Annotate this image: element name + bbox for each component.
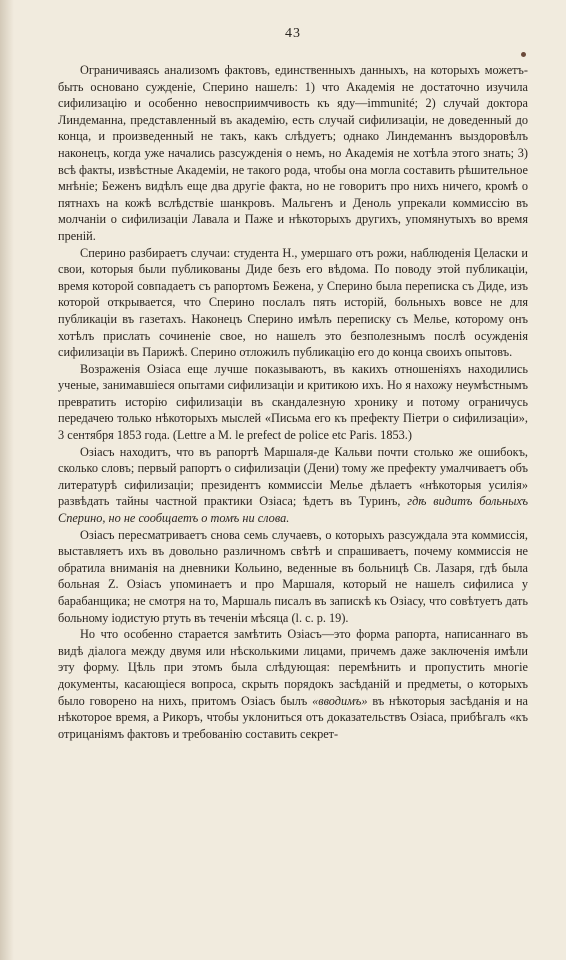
page-number: 43 (285, 26, 301, 41)
paragraph-2 (58, 245, 528, 361)
paragraph-italic-text: гдѣ видитъ больныхъ Сперино, но не сообщаетъ о томъ ни слова. (58, 494, 528, 526)
paragraph-4 (58, 444, 528, 527)
paragraph-text: Но что особенно старается замѣтить Озiасъ—это форма рапорта, написаннаго въ видѣ дiалога между двумя или нѣсколькими лицами, причемъ даже заключенiя имѣли эту форму. Цѣль при этомъ была слѣдующая: перемѣнить и пропустить многiе документы, касающiеся вопроса, скрыть порядокъ засѣданiй и предметы, о которыхъ было говорено на нихъ, притомъ Озiасъ былъ (58, 627, 528, 708)
paragraph-5 (58, 527, 528, 627)
paragraph-text: Озiасъ находитъ, что въ рапортѣ Маршаля-де Кальви почти столько же ошибокъ, сколько словъ; первый рапортъ о сифилизацiи (Дени) тому же префекту умалчиваетъ объ литературѣ сифилизацiи; президентъ коммиссiи Мелье дѣлаетъ «нѣкоторыя усилiя» развѣдать тайны частной практики Озiаса; ѣдетъ въ Туринъ, (58, 444, 528, 509)
paragraph-text: въ нѣкоторыя засѣданiя и на нѣкоторое время, а Рикоръ, чтобы уклониться отъ доказательствъ Озiаса, прибѣгалъ «къ отрицанiямъ фактовъ и требованiю составить секрет- (58, 693, 529, 741)
ink-speck (521, 52, 526, 57)
paragraph-text: Ограничиваясь анализомъ фактовъ, единственныхъ данныхъ, на которыхъ можетъ-быть основано сужденiе, Сперино нашелъ: 1) что Академiя не достаточно изучила сифилизацiю и особенно невосприимчивость къ яду—immunité; 2) случай доктора Линдеманна, представленный въ академiю, есть случай сифилизацiи, не доведенный до конца, и произведенный не такъ, какъ слѣдуетъ; однако Линдеманнъ выздоровѣлъ наконецъ, когда уже начались разсужденiя о немъ, но Академiя не хотѣла этого знать; 3) всѣ факты, извѣстные Академiи, не такого рода, чтобы она могла составить рѣшительное мнѣнiе; Беженъ видѣлъ еще два другiе факта, но не говоритъ про нихъ ничего, кромѣ о пятнахъ на кожѣ вслѣдствiе шанкровъ. Мальгенъ и Деноль упрекали коммиссiю въ молчанiи о сифилизацiи Лавала и Паже и нѣкоторыхъ другихъ, упомянутыхъ во время преній. (58, 63, 528, 243)
body-text (58, 62, 528, 742)
paragraph-text: Озiасъ пересматриваетъ снова семь случаевъ, о которыхъ разсуждала эта коммиссiя, выставляетъ ихъ въ довольно различномъ свѣтѣ и спрашиваетъ, почему коммиссiя не обратила вниманiя на дневники Кольино, веденные въ больницѣ Св. Лазаря, гдѣ была больная Z. Озiасъ упоминаетъ и про Маршаля, который не нашелъ сифилиса у барабанщика; не смотря на то, Маршаль писалъ въ запискѣ къ Озiасу, что совѣтуетъ дать больному iодистую ртуть въ теченiи мѣсяца (l. c. p. 19). (58, 527, 528, 625)
paragraph-1 (58, 62, 528, 245)
paragraph-text: Возраженiя Озiаса еще лучше показываютъ, въ какихъ отношенiяхъ находились ученые, занимавшiеся опытами сифилизацiи и критикою ихъ. Но я нахожу неумѣстнымъ превратить исторiю сифилизацiи въ скандалезную хронику и потому ограничусь передачею только нѣкоторыхъ мыслей «Письма его къ префекту Пiетри о сифилизацiи», 3 сентября 1853 года. (Lettre a M. le prefect de police etc Paris. 1853.) (58, 361, 528, 443)
page-edge-shadow (0, 0, 14, 960)
paragraph-3 (58, 361, 528, 444)
paragraph-italic-text: «вводимъ» (312, 693, 368, 708)
paragraph-6 (58, 626, 528, 742)
paragraph-text: Сперино разбираетъ случаи: студента Н., умершаго отъ рожи, наблюденiя Целаски и свои, которыя были публикованы Диде безъ его вѣдома. По поводу этой публикацiи, время которой совпадаетъ съ рапортомъ Бежена, у Сперино была переписка съ Диде, изъ которой открывается, что Сперино послалъ пять исторiй, больныхъ вовсе не для публикацiи въ газетахъ. Наконецъ Сперино имѣлъ переписку съ Мелье, которому онъ хотѣлъ прислать сочиненiе свое, но нашелъ это безполезнымъ послѣ осужденiя сифилизацiи въ Парижѣ. Сперино отложилъ публикацiю его до конца своихъ опытовъ. (58, 245, 528, 360)
